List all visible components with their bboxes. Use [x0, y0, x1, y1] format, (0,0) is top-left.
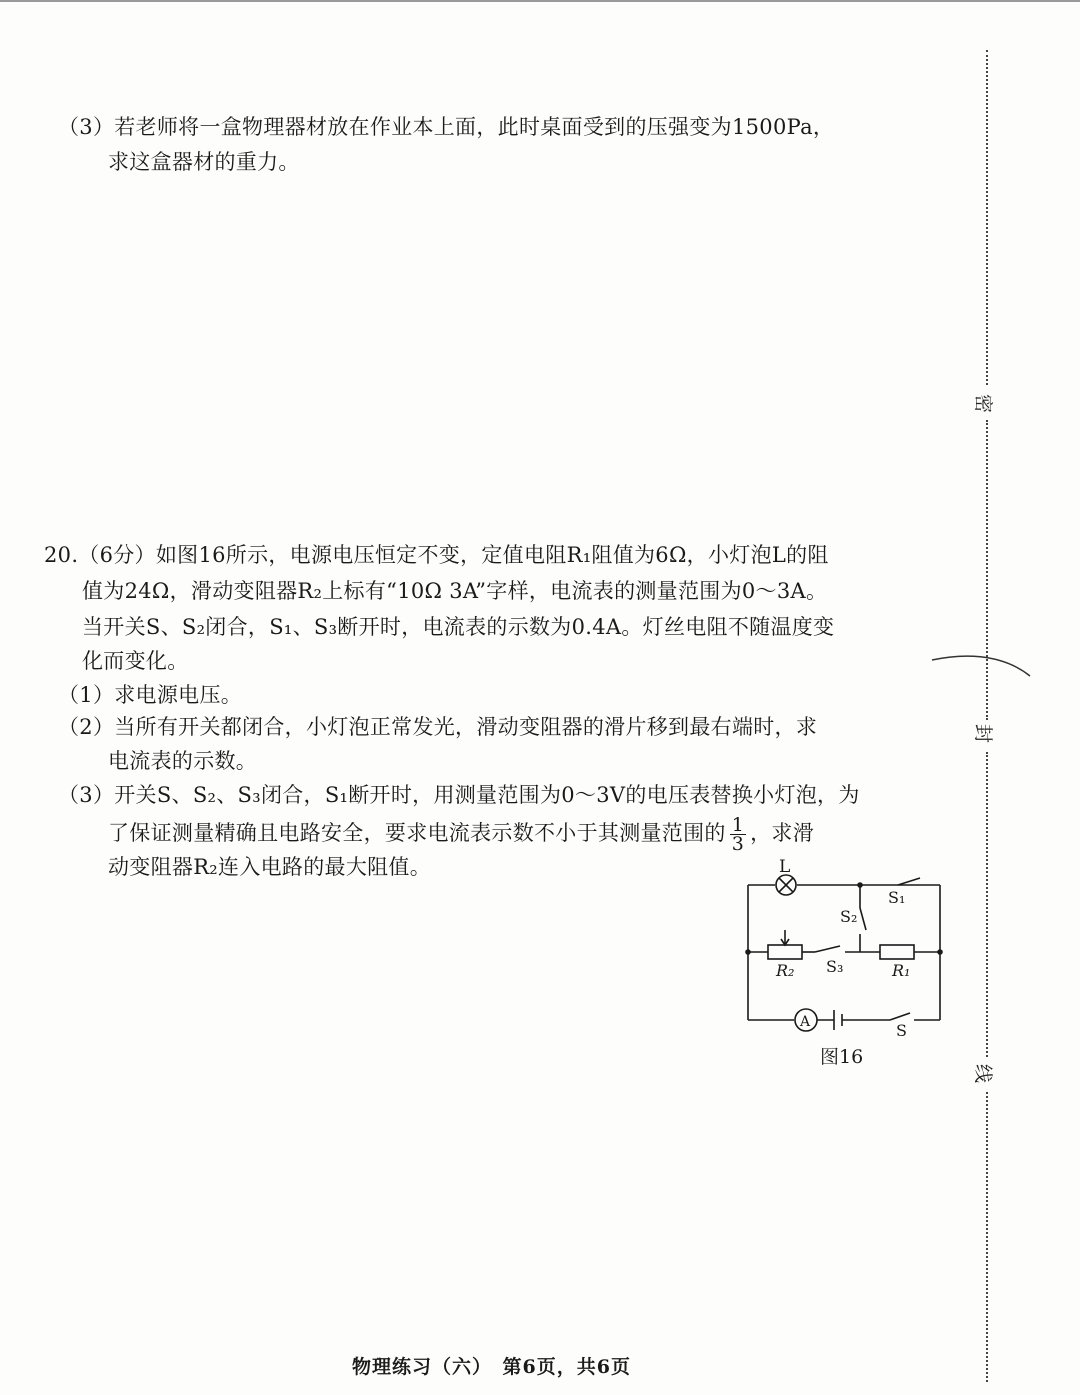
q20-line4: 化而变化。 [82, 649, 189, 673]
fraction-numerator: 1 [731, 814, 745, 836]
q20-part3-line2b: ，求滑 [750, 821, 814, 845]
q20-part3-line3: 动变阻器R₂连入电路的最大阻值。 [108, 855, 432, 879]
label-s2: S₂ [840, 907, 858, 926]
resistor-r1 [880, 945, 914, 959]
q19-part3-line2: 求这盒器材的重力。 [108, 150, 300, 174]
rheostat-r2 [768, 945, 802, 959]
binding-line-segment [986, 50, 988, 385]
binding-line-segment [986, 1092, 988, 1382]
q20-part1: （1）求电源电压。 [58, 683, 243, 707]
margin-label-xian: 线 [972, 1063, 995, 1084]
label-ammeter: A [800, 1014, 811, 1030]
q20-part2-line2: 电流表的示数。 [108, 749, 258, 773]
label-lamp: L [779, 857, 791, 877]
circuit-diagram [730, 850, 950, 1040]
binding-line-segment [986, 752, 988, 1057]
q20-line2: 值为24Ω，滑动变阻器R₂上标有“10Ω 3A”字样，电流表的测量范围为0～3A。 [82, 579, 828, 603]
switch-s [890, 1013, 910, 1020]
margin-label-feng: 封 [972, 723, 995, 744]
switch-s3 [815, 946, 840, 952]
label-s1: S₁ [888, 888, 906, 907]
q20-part3-line1: （3）开关S、S₂、S₃闭合，S₁断开时，用测量范围为0～3V的电压表替换小灯泡，为 [58, 783, 860, 807]
label-r1: R₁ [892, 961, 911, 980]
label-switch-s: S [896, 1021, 907, 1040]
figure-caption: 图16 [820, 1046, 864, 1068]
q20-part3-line2a: 了保证测量精确且电路安全，要求电流表示数不小于其测量范围的 [108, 821, 726, 845]
label-s3: S₃ [826, 957, 844, 976]
pen-mark [930, 650, 1040, 690]
page-footer: 物理练习（六） 第6页，共6页 [352, 1356, 631, 1378]
margin-label-mi: 密 [972, 393, 995, 414]
top-rule [0, 0, 1080, 2]
q20-line1: 20.（6分）如图16所示，电源电压恒定不变，定值电阻R₁阻值为6Ω，小灯泡L的阻 [44, 543, 829, 567]
switch-s1 [898, 878, 920, 885]
switch-s2 [860, 908, 866, 930]
q20-line3: 当开关S、S₂闭合，S₁、S₃断开时，电流表的示数为0.4A。灯丝电阻不随温度变 [82, 615, 835, 639]
fraction-denominator: 3 [731, 833, 745, 855]
q20-part2-line1: （2）当所有开关都闭合，小灯泡正常发光，滑动变阻器的滑片移到最右端时，求 [58, 715, 818, 739]
q19-part3-line1: （3）若老师将一盒物理器材放在作业本上面，此时桌面受到的压强变为1500Pa， [58, 115, 835, 139]
fraction-one-third [730, 816, 746, 853]
q20-part3-line2 [108, 816, 814, 853]
label-r2: R₂ [776, 961, 795, 980]
